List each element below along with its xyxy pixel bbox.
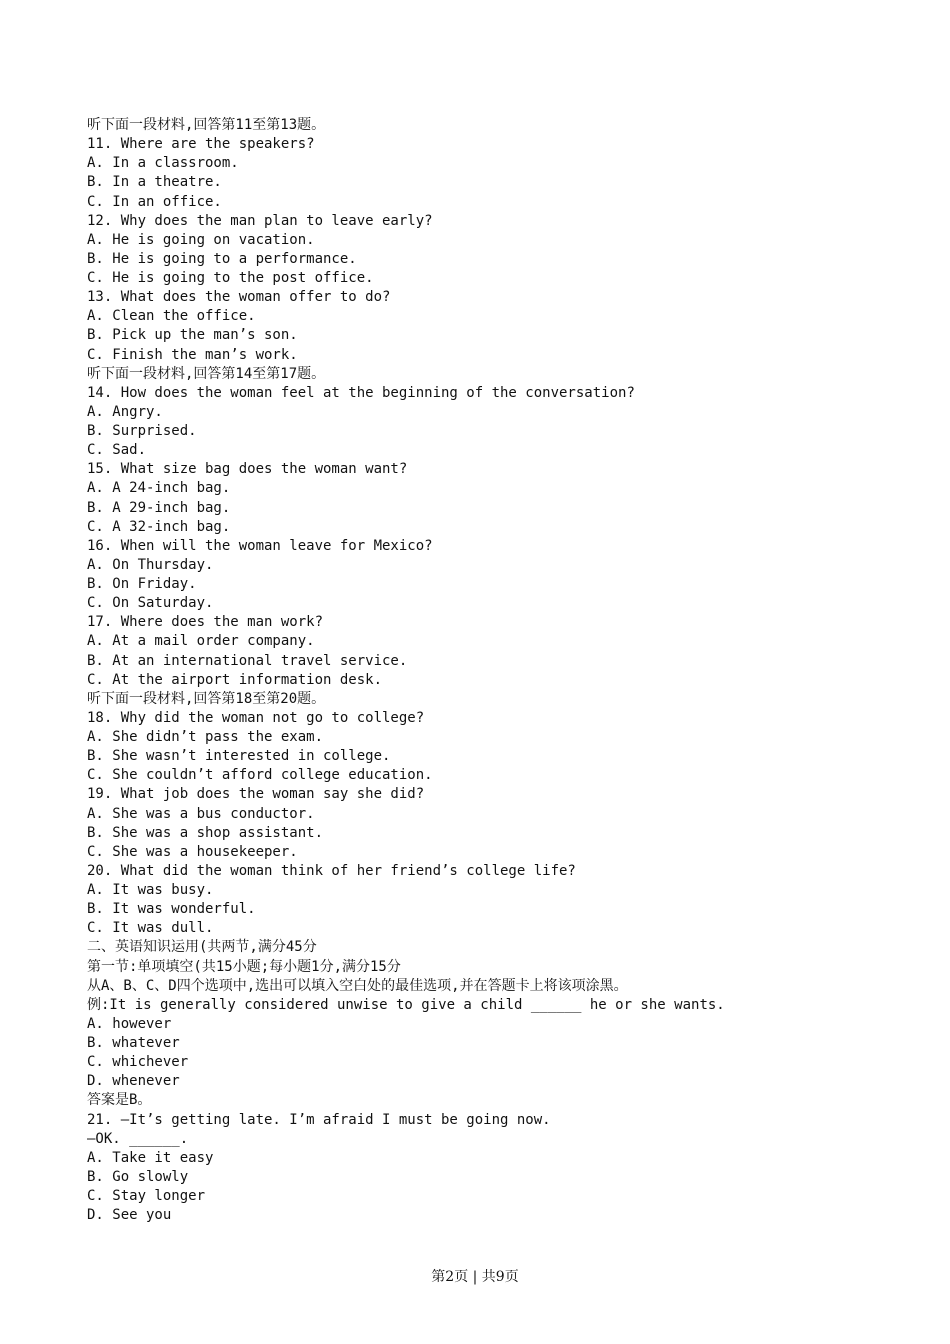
text-line: C. He is going to the post office.	[87, 270, 374, 286]
text-line: 听下面一段材料,回答第11至第13题。	[87, 117, 326, 133]
text-line: A. Take it easy	[87, 1149, 214, 1166]
text-line: C. It was dull.	[87, 920, 214, 937]
text-line: B. Go slowly	[87, 1168, 189, 1185]
text-line: C. whichever	[87, 1054, 189, 1071]
text-line: B. At an international travel service.	[87, 652, 408, 669]
text-line: A. At a mail order company.	[87, 633, 315, 650]
text-line: 第一节:单项填空(共15小题;每小题1分,满分15分	[87, 958, 401, 975]
text-line: B. In a theatre.	[87, 174, 222, 191]
text-line: B. Pick up the man’s son.	[87, 327, 298, 344]
text-line: 听下面一段材料,回答第14至第17题。	[87, 365, 326, 382]
text-line: C. She couldn’t afford college education.	[87, 767, 433, 784]
text-line: 16. When will the woman leave for Mexico?	[87, 537, 433, 554]
text-line: D. whenever	[87, 1073, 180, 1090]
text-line: 21. —It’s getting late. I’m afraid I must be going now.	[87, 1111, 551, 1128]
text-line: 18. Why did the woman not go to college?	[87, 709, 425, 726]
text-line: 听下面一段材料,回答第18至第20题。	[87, 690, 326, 707]
text-line: A. It was busy.	[87, 882, 214, 898]
text-line: B. whatever	[87, 1035, 180, 1051]
text-line: A. Clean the office.	[87, 308, 256, 325]
text-line: B. A 29-inch bag.	[87, 499, 231, 516]
text-line: B. Surprised.	[87, 423, 197, 439]
text-line: 12. Why does the man plan to leave early?	[87, 212, 433, 229]
text-line: B. On Friday.	[87, 576, 197, 592]
text-line: C. Sad.	[87, 442, 147, 459]
text-line: A. She was a bus conductor.	[87, 805, 315, 822]
text-line: C. A 32-inch bag.	[87, 518, 231, 535]
text-line: 19. What job does the woman say she did?	[87, 786, 425, 803]
text-line: A. Angry.	[87, 403, 163, 420]
page-footer: 第2页 | 共9页	[431, 1269, 519, 1285]
text-line: C. At the airport information desk.	[87, 671, 383, 688]
text-line: B. She was a shop assistant.	[87, 824, 324, 841]
text-line: 11. Where are the speakers?	[87, 136, 315, 153]
text-line: 二、英语知识运用(共两节,满分45分	[87, 939, 317, 956]
text-line: C. On Saturday.	[87, 595, 214, 612]
text-line: D. See you	[87, 1207, 172, 1224]
text-line: 14. How does the woman feel at the beginning of the conversation?	[87, 384, 635, 401]
text-line: C. Finish the man’s work.	[87, 346, 298, 363]
text-line: B. It was wonderful.	[87, 901, 256, 918]
text-line: A. In a classroom.	[87, 155, 239, 172]
text-line: C. She was a housekeeper.	[87, 843, 298, 860]
text-line: B. She wasn’t interested in college.	[87, 748, 391, 765]
document-body	[87, 116, 887, 1225]
text-line: 从A、B、C、D四个选项中,选出可以填入空白处的最佳选项,并在答题卡上将该项涂黑。	[87, 977, 628, 994]
text-line: 答案是B。	[87, 1092, 152, 1109]
text-line: B. He is going to a performance.	[87, 250, 357, 267]
text-line: —OK. ______.	[87, 1130, 189, 1147]
text-line: 例:It is generally considered unwise to give a child ______ he or she wants.	[87, 996, 725, 1013]
text-line: 15. What size bag does the woman want?	[87, 461, 408, 478]
text-line: A. A 24-inch bag.	[87, 480, 231, 497]
text-line: A. On Thursday.	[87, 556, 214, 573]
text-line: A. He is going on vacation.	[87, 231, 315, 248]
text-line: A. however	[87, 1015, 172, 1032]
text-line: 20. What did the woman think of her friend’s college life?	[87, 862, 576, 879]
text-line: C. Stay longer	[87, 1188, 206, 1204]
text-line: 17. Where does the man work?	[87, 614, 324, 631]
text-line: C. In an office.	[87, 193, 222, 210]
text-line: 13. What does the woman offer to do?	[87, 289, 391, 306]
text-line: A. She didn’t pass the exam.	[87, 729, 324, 745]
